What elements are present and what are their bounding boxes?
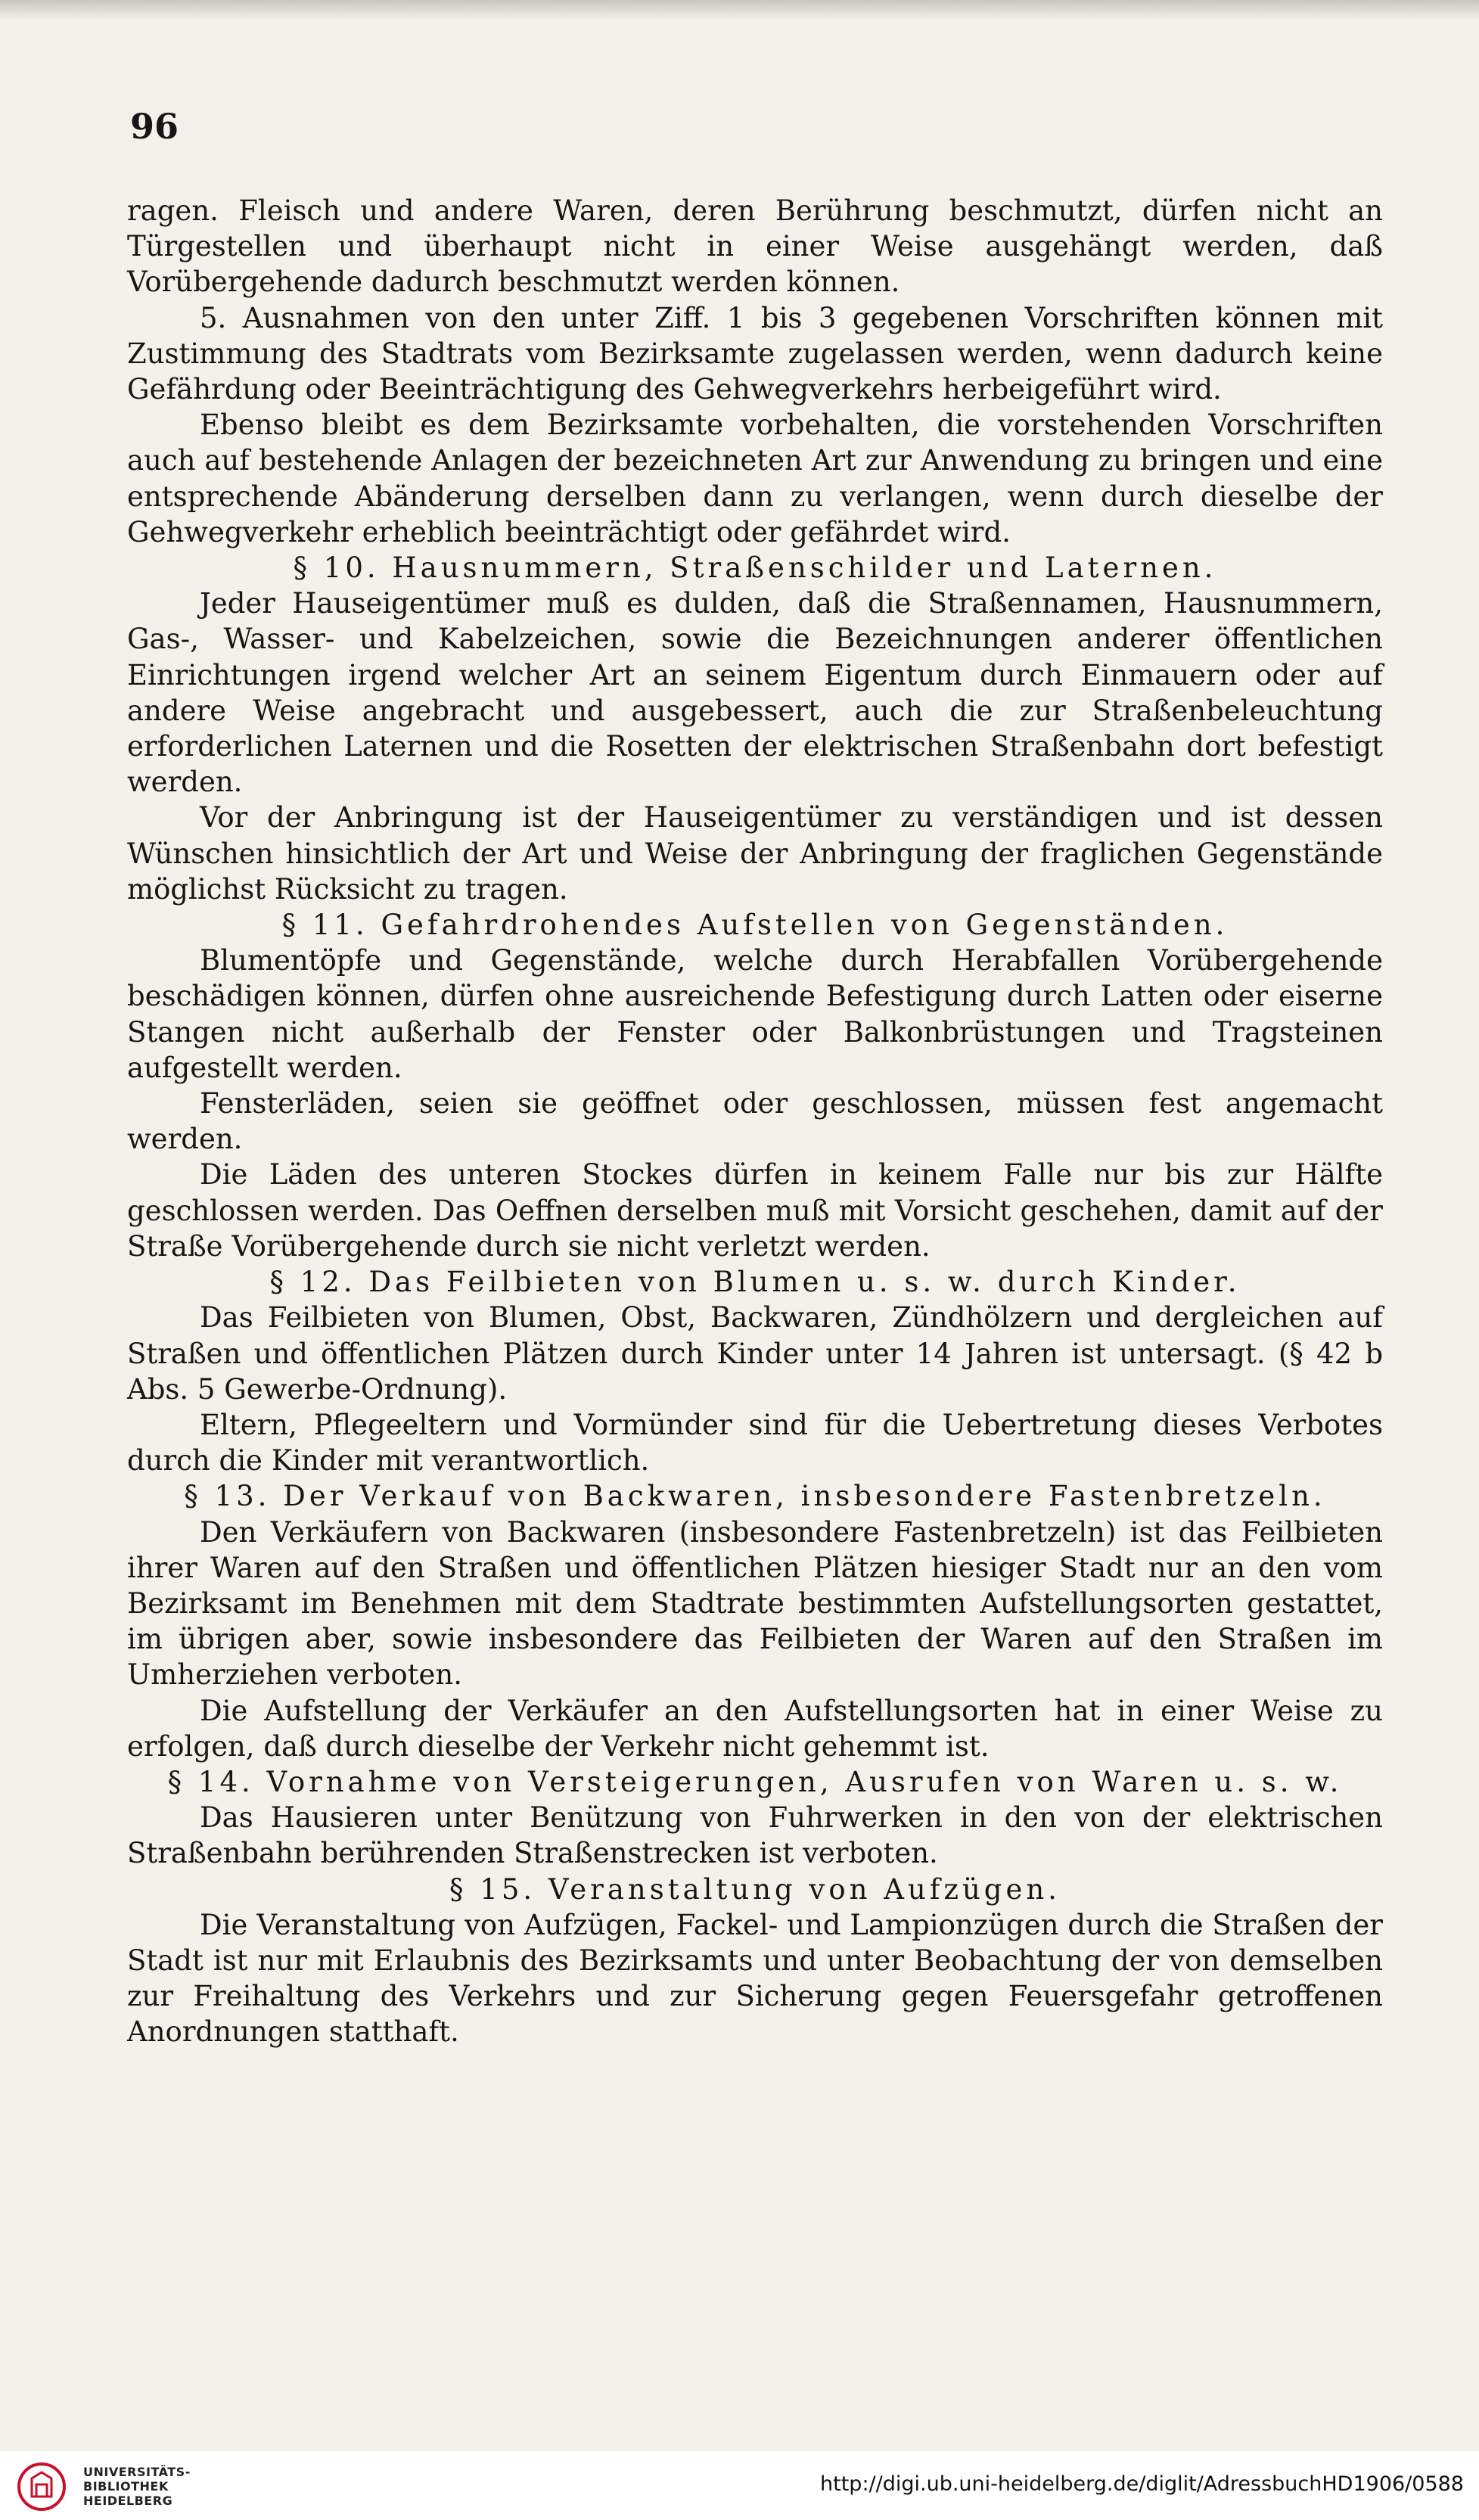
university-seal-icon <box>17 2462 67 2512</box>
paragraph: Die Veranstaltung von Aufzügen, Fackel- und Lampionzügen durch die Straßen der Stadt ist nur mit Erlaubnis des Bezirksamts und unter Beobachtung der von demselben zur Freihaltung des Verkehrs und zur Sicherung gegen Feuersgefahr getroffenen Anordnungen statthaft. <box>127 1908 1383 2049</box>
section-heading: § 11. Gefahrdrohendes Aufstellen von Gegenständen. <box>281 909 1229 942</box>
paragraph: ragen. Fleisch und andere Waren, deren Berührung beschmutzt, dürfen nicht an Türgestellen und überhaupt nicht in einer Weise ausgehängt werden, daß Vorübergehende dadurch beschmutzt werden können. <box>127 194 1383 299</box>
paragraph: 5. Ausnahmen von den unter Ziff. 1 bis 3 gegebenen Vorschriften können mit Zustimmung des Stadtrats vom Bezirksamte zugelassen werden, wenn dadurch keine Gefährdung oder Beeinträchtigung des Gehwegverkehrs herbeigeführt wird. <box>127 301 1383 406</box>
paragraph: Den Verkäufern von Backwaren (insbesondere Fastenbretzeln) ist das Feilbieten ihrer Waren auf den Straßen und öffentlichen Plätzen hiesiger Stadt nur an den vom Bezirksamt im Benehmen mit dem Stadtrate bestimmten Aufstellungsorten gestattet, im übrigen aber, sowie insbesondere das Feilbieten der Waren auf den Straßen im Umherziehen verboten. <box>127 1515 1383 1692</box>
section-heading: § 10. Hausnummern, Straßenschilder und Laternen. <box>293 552 1217 585</box>
library-name <box>83 2465 191 2508</box>
section-heading: § 15. Veranstaltung von Aufzügen. <box>449 1872 1061 1906</box>
paragraph: Blumentöpfe und Gegenstände, welche durch Herabfallen Vorübergehende beschädigen können, dürfen ohne ausreichende Befestigung durch Latten oder eiserne Stangen nicht außerhalb der Fenster oder Balkonbrüstungen und Tragsteinen aufgestellt werden. <box>127 944 1383 1084</box>
library-name-line: BIBLIOTHEK <box>83 2479 169 2494</box>
section-heading: § 14. Vornahme von Versteigerungen, Ausrufen von Waren u. s. w. <box>167 1765 1343 1798</box>
paragraph: Das Feilbieten von Blumen, Obst, Backwaren, Zündhölzern und dergleichen auf Straßen und öffentlichen Plätzen durch Kinder unter 14 Jahren ist untersagt. (§ 42 b Abs. 5 Gewerbe-Ordnung). <box>127 1301 1383 1406</box>
page-number: 96 <box>130 106 179 147</box>
library-name-line: HEIDELBERG <box>83 2494 173 2508</box>
library-name-line: UNIVERSITÄTS- <box>83 2465 191 2479</box>
paragraph: Das Hausieren unter Benützung von Fuhrwerken in den von der elektrischen Straßenbahn berührenden Straßenstrecken ist verboten. <box>127 1801 1383 1870</box>
viewer-footer <box>0 2451 1479 2520</box>
paragraph: Vor der Anbringung ist der Hauseigentümer zu verständigen und ist dessen Wünschen hinsichtlich der Art und Weise der Anbringung der fraglichen Gegenstände möglichst Rücksicht zu tragen. <box>127 801 1383 906</box>
paragraph: Die Läden des unteren Stockes dürfen in keinem Falle nur bis zur Hälfte geschlossen werden. Das Oeffnen derselben muß mit Vorsicht geschehen, damit auf der Straße Vorübergehende durch sie nicht verletzt werden. <box>127 1158 1383 1263</box>
paragraph: Die Aufstellung der Verkäufer an den Aufstellungsorten hat in einer Weise zu erfolgen, daß durch dieselbe der Verkehr nicht gehemmt ist. <box>127 1694 1383 1763</box>
paragraph: Eltern, Pflegeeltern und Vormünder sind für die Uebertretung dieses Verbotes durch die Kinder mit verantwortlich. <box>127 1408 1383 1478</box>
paragraph: Fensterläden, seien sie geöffnet oder geschlossen, müssen fest angemacht werden. <box>127 1087 1383 1156</box>
page-top-edge <box>0 0 1479 20</box>
section-heading: § 12. Das Feilbieten von Blumen u. s. w. durch Kinder. <box>269 1266 1241 1299</box>
source-url-link[interactable]: http://digi.ub.uni-heidelberg.de/diglit/AdressbuchHD1906/0588 <box>820 2472 1464 2496</box>
paragraph: Ebenso bleibt es dem Bezirksamte vorbehalten, die vorstehenden Vorschriften auch auf bestehende Anlagen der bezeichneten Art zur Anwendung zu bringen und eine entsprechende Abänderung derselben dann zu verlangen, wenn durch dieselbe der Gehwegverkehr erheblich beeinträchtigt oder gefährdet wird. <box>127 409 1383 548</box>
paragraph: Jeder Hauseigentümer muß es dulden, daß die Straßennamen, Hausnummern, Gas-, Wasser- und Kabelzeichen, sowie die Bezeichnungen anderer öffentlichen Einrichtungen irgend welcher Art an seinem Eigentum durch Einmauern oder auf andere Weise angebracht und ausgebessert, auch die zur Straßenbeleuchtung erforderlichen Laternen und die Rosetten der elektrischen Straßenbahn dort befestigt werden. <box>127 587 1383 799</box>
body-text <box>127 193 1383 2050</box>
section-heading: § 13. Der Verkauf von Backwaren, insbesondere Fastenbretzeln. <box>184 1480 1326 1513</box>
